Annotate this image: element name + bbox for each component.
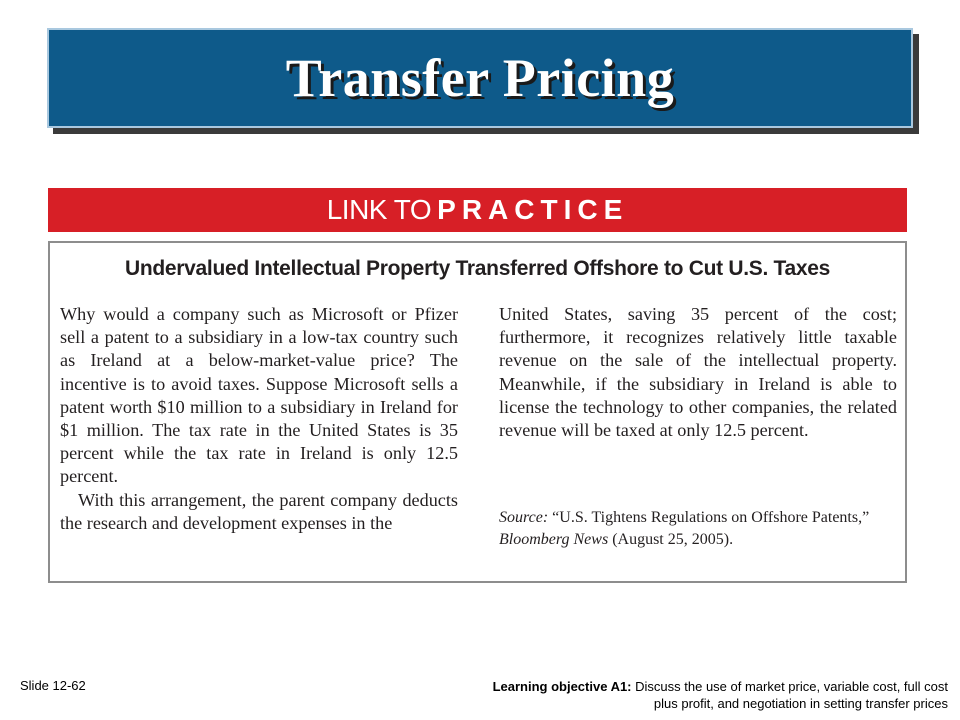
article-paragraph-1: Why would a company such as Microsoft or Pfizer sell a patent to a subsidiary in a low-tax country such as Ireland at a below-market-value price? The incentive is to avoid taxes. Suppose Microsoft sells a patent worth $10 million to a subsidiary in Ireland for $1 million. The tax rate in the United States is 35 percent while the tax rate in Ireland is only 12.5 percent. <box>60 304 458 487</box>
banner-prefix: LINK TO <box>326 194 432 225</box>
article-source <box>499 507 897 551</box>
source-date: (August 25, 2005). <box>612 531 734 548</box>
page-title: Transfer Pricing <box>285 48 675 108</box>
article-panel <box>48 241 907 583</box>
article-left-column <box>60 303 458 535</box>
article-right-column <box>499 303 897 442</box>
link-to-practice-banner <box>48 188 907 232</box>
objective-label: Learning objective A1: <box>492 679 632 694</box>
title-box <box>47 28 913 128</box>
learning-objective <box>478 678 948 712</box>
source-title: “U.S. Tightens Regulations on Offshore Patents,” <box>552 509 870 526</box>
article-headline: Undervalued Intellectual Property Transferred Offshore to Cut U.S. Taxes <box>124 257 831 280</box>
source-publication: Bloomberg News <box>499 531 609 548</box>
slide-number: Slide 12-62 <box>20 678 86 693</box>
article-paragraph-2: With this arrangement, the parent company deducts the research and development expenses in the <box>60 489 458 533</box>
banner-emphasis: PRACTICE <box>437 194 629 225</box>
objective-text: Discuss the use of market price, variable cost, full cost plus profit, and negotiation in setting transfer prices <box>635 679 948 711</box>
source-label: Source: <box>499 509 549 526</box>
article-paragraph-3: United States, saving 35 percent of the cost; furthermore, it recognizes relatively little taxable revenue on the sale of the intellectual property. Meanwhile, if the subsidiary in Ireland is able to license the technology to other companies, the related revenue will be taxed at only 12.5 percent. <box>499 304 897 441</box>
